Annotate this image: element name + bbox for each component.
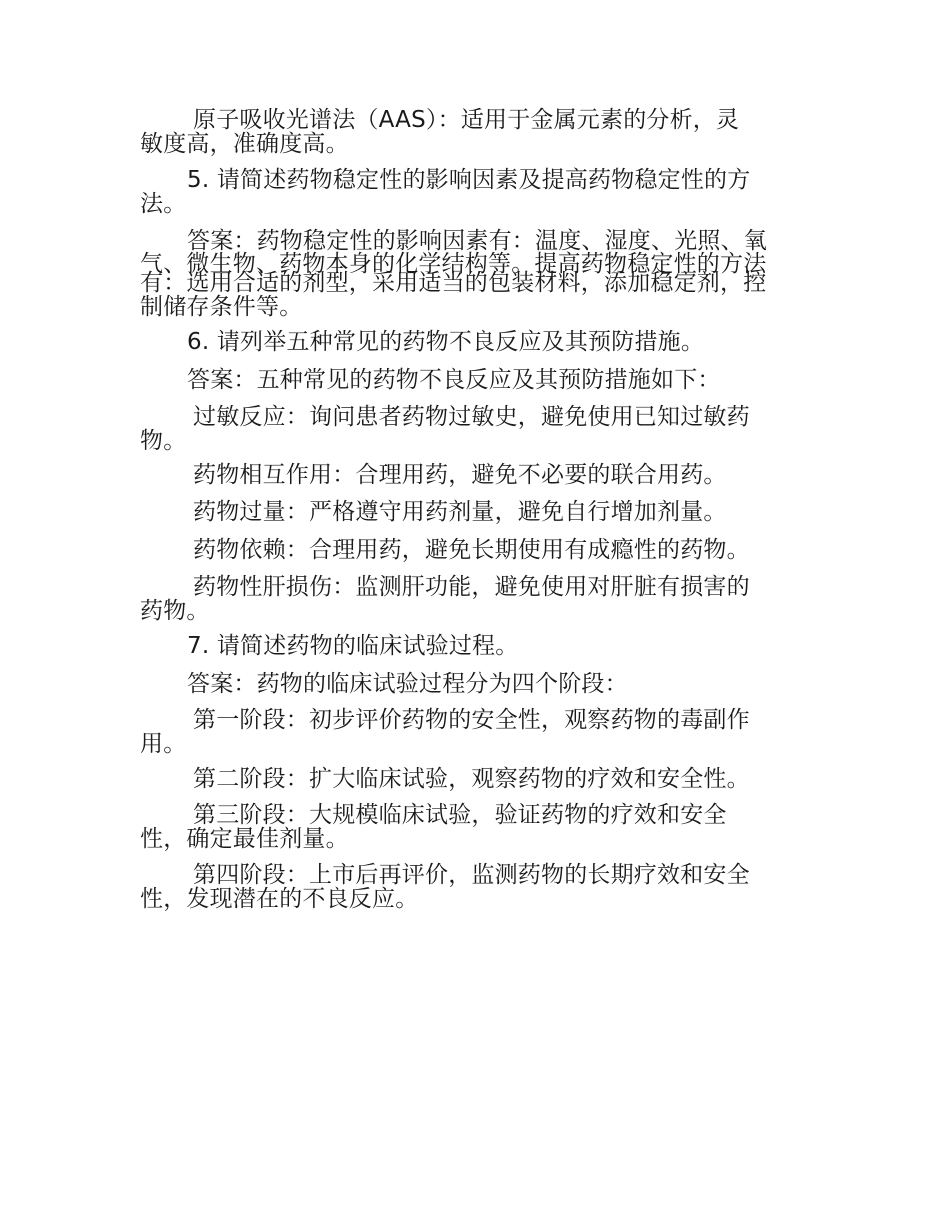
text-line: 用。 [140,731,187,757]
list-item: 第四阶段：上市后再评价，监测药物的长期疗效和安全 [193,862,750,888]
list-item: 过敏反应：询问患者药物过敏史，避免使用已知过敏药 [193,404,750,430]
text-line: 药物。 [140,598,210,624]
text-line: 法。 [140,191,187,217]
answer-6: 答案：五种常见的药物不良反应及其预防措施如下： [187,367,721,393]
list-item: 药物过量：严格遵守用药剂量，避免自行增加剂量。 [193,499,727,525]
list-item: 药物性肝损伤：监测肝功能，避免使用对肝脏有损害的 [193,574,750,600]
question-5: 5. 请简述药物稳定性的影响因素及提高药物稳定性的方 [187,167,751,193]
question-7: 7. 请简述药物的临床试验过程。 [187,633,519,659]
text-line: 制储存条件等。 [140,294,303,320]
text-line: 气、微生物、药物本身的化学结构等。提高药物稳定性的方法 [140,251,767,277]
text-line: 物。 [140,428,187,454]
question-6: 6. 请列举五种常见的药物不良反应及其预防措施。 [187,329,705,355]
list-item: 第二阶段：扩大临床试验，观察药物的疗效和安全性。 [193,766,750,792]
text-line: 原子吸收光谱法（AAS）：适用于金属元素的分析，灵 [193,107,740,133]
text-line: 敏度高，准确度高。 [140,131,349,157]
text-line: 性，确定最佳剂量。 [140,826,349,852]
list-item: 药物依赖：合理用药，避免长期使用有成瘾性的药物。 [193,537,750,563]
text-line: 性，发现潜在的不良反应。 [140,886,419,912]
answer-7: 答案：药物的临床试验过程分为四个阶段： [187,671,628,697]
list-item: 第三阶段：大规模临床试验，验证药物的疗效和安全 [193,802,727,828]
text-line: 有：选用合适的剂型，采用适当的包装材料，添加稳定剂，控 [140,270,767,296]
list-item: 药物相互作用：合理用药，避免不必要的联合用药。 [193,462,727,488]
answer-5: 答案：药物稳定性的影响因素有：温度、湿度、光照、氧 [187,228,767,254]
list-item: 第一阶段：初步评价药物的安全性，观察药物的毒副作 [193,707,750,733]
